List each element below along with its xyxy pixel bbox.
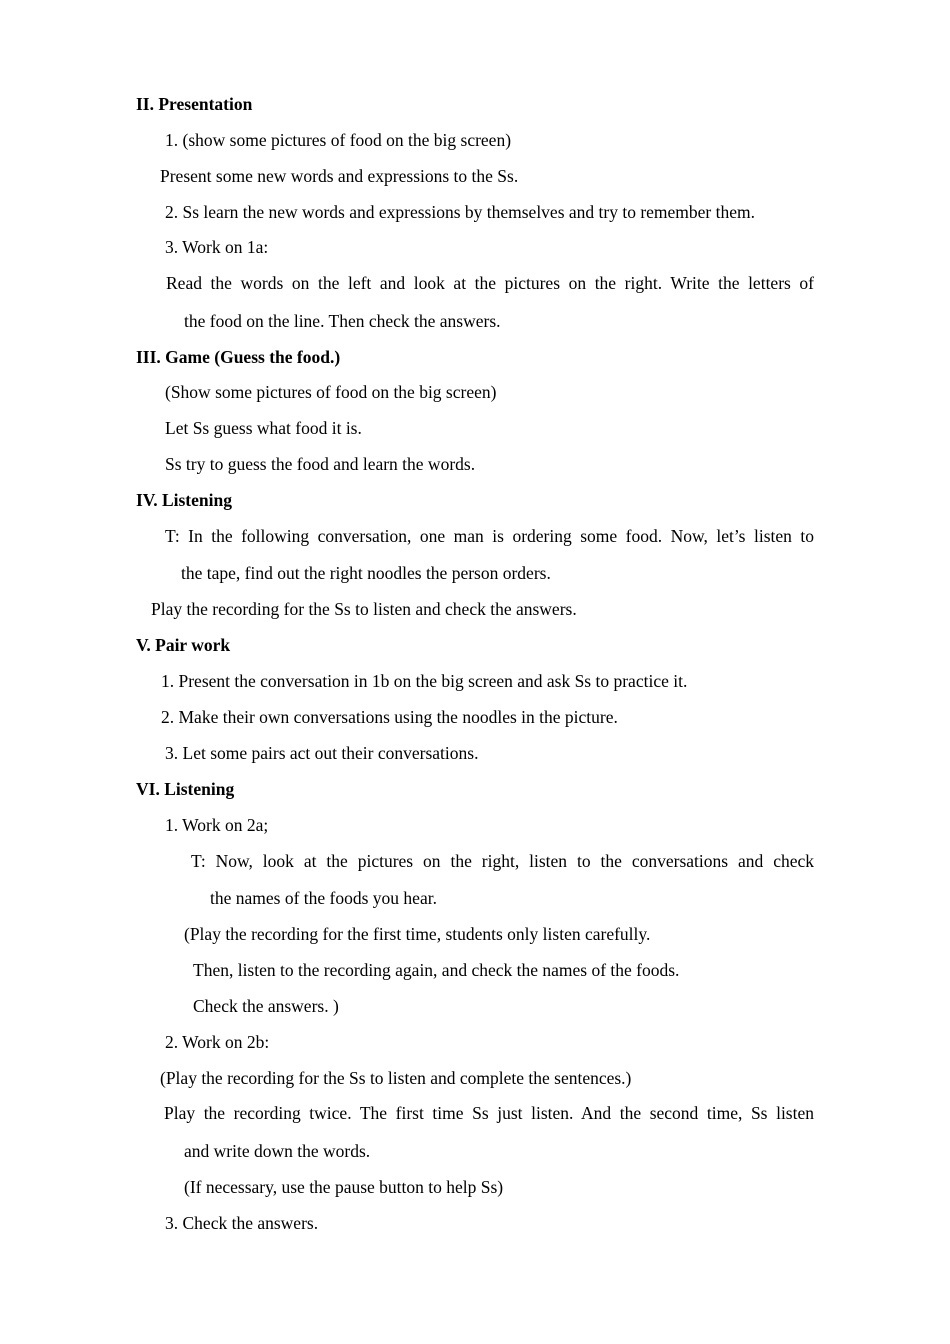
presentation-line-1: 1. (show some pictures of food on the big screen) — [165, 130, 512, 150]
presentation-line-4: 3. Work on 1a: — [165, 237, 269, 257]
presentation-line-3: 2. Ss learn the new words and expressions by themselves and try to remember them. — [165, 202, 756, 222]
section-heading-pair-work: V. Pair work — [136, 635, 231, 655]
listening1-line-2: the tape, find out the right noodles the person orders. — [181, 563, 551, 583]
section-heading-listening-2: VI. Listening — [136, 779, 235, 799]
listening2-line-4: (Play the recording for the first time, students only listen carefully. — [184, 924, 651, 944]
listening2-line-8: (Play the recording for the Ss to listen and complete the sentences.) — [160, 1068, 632, 1088]
listening2-line-11: (If necessary, use the pause button to help Ss) — [184, 1177, 504, 1197]
listening2-line-6: Check the answers. ) — [193, 996, 339, 1016]
presentation-line-5: Read the words on the left and look at the pictures on the right. Write the letters of — [166, 273, 814, 293]
listening2-line-5: Then, listen to the recording again, and check the names of the foods. — [193, 960, 680, 980]
listening2-line-3: the names of the foods you hear. — [210, 888, 437, 908]
presentation-line-2: Present some new words and expressions to the Ss. — [160, 166, 519, 186]
section-heading-presentation: II. Presentation — [136, 94, 253, 114]
pairwork-line-1: 1. Present the conversation in 1b on the big screen and ask Ss to practice it. — [161, 671, 688, 691]
pairwork-line-2: 2. Make their own conversations using the noodles in the picture. — [161, 707, 618, 727]
listening2-line-12: 3. Check the answers. — [165, 1213, 319, 1233]
presentation-line-6: the food on the line. Then check the answers. — [184, 311, 501, 331]
listening2-line-7: 2. Work on 2b: — [165, 1032, 270, 1052]
listening1-line-1: T: In the following conversation, one man is ordering some food. Now, let’s listen to — [165, 526, 814, 546]
section-heading-game: III. Game (Guess the food.) — [136, 347, 341, 367]
listening2-line-10: and write down the words. — [184, 1141, 371, 1161]
game-line-3: Ss try to guess the food and learn the words. — [165, 454, 476, 474]
listening2-line-9: Play the recording twice. The first time Ss just listen. And the second time, Ss listen — [164, 1103, 814, 1123]
listening2-line-1: 1. Work on 2a; — [165, 815, 269, 835]
listening2-line-2: T: Now, look at the pictures on the right, listen to the conversations and check — [191, 851, 814, 871]
section-heading-listening-1: IV. Listening — [136, 490, 232, 510]
listening1-line-3: Play the recording for the Ss to listen and check the answers. — [151, 599, 577, 619]
pairwork-line-3: 3. Let some pairs act out their conversations. — [165, 743, 479, 763]
game-line-2: Let Ss guess what food it is. — [165, 418, 362, 438]
game-line-1: (Show some pictures of food on the big screen) — [165, 382, 497, 402]
